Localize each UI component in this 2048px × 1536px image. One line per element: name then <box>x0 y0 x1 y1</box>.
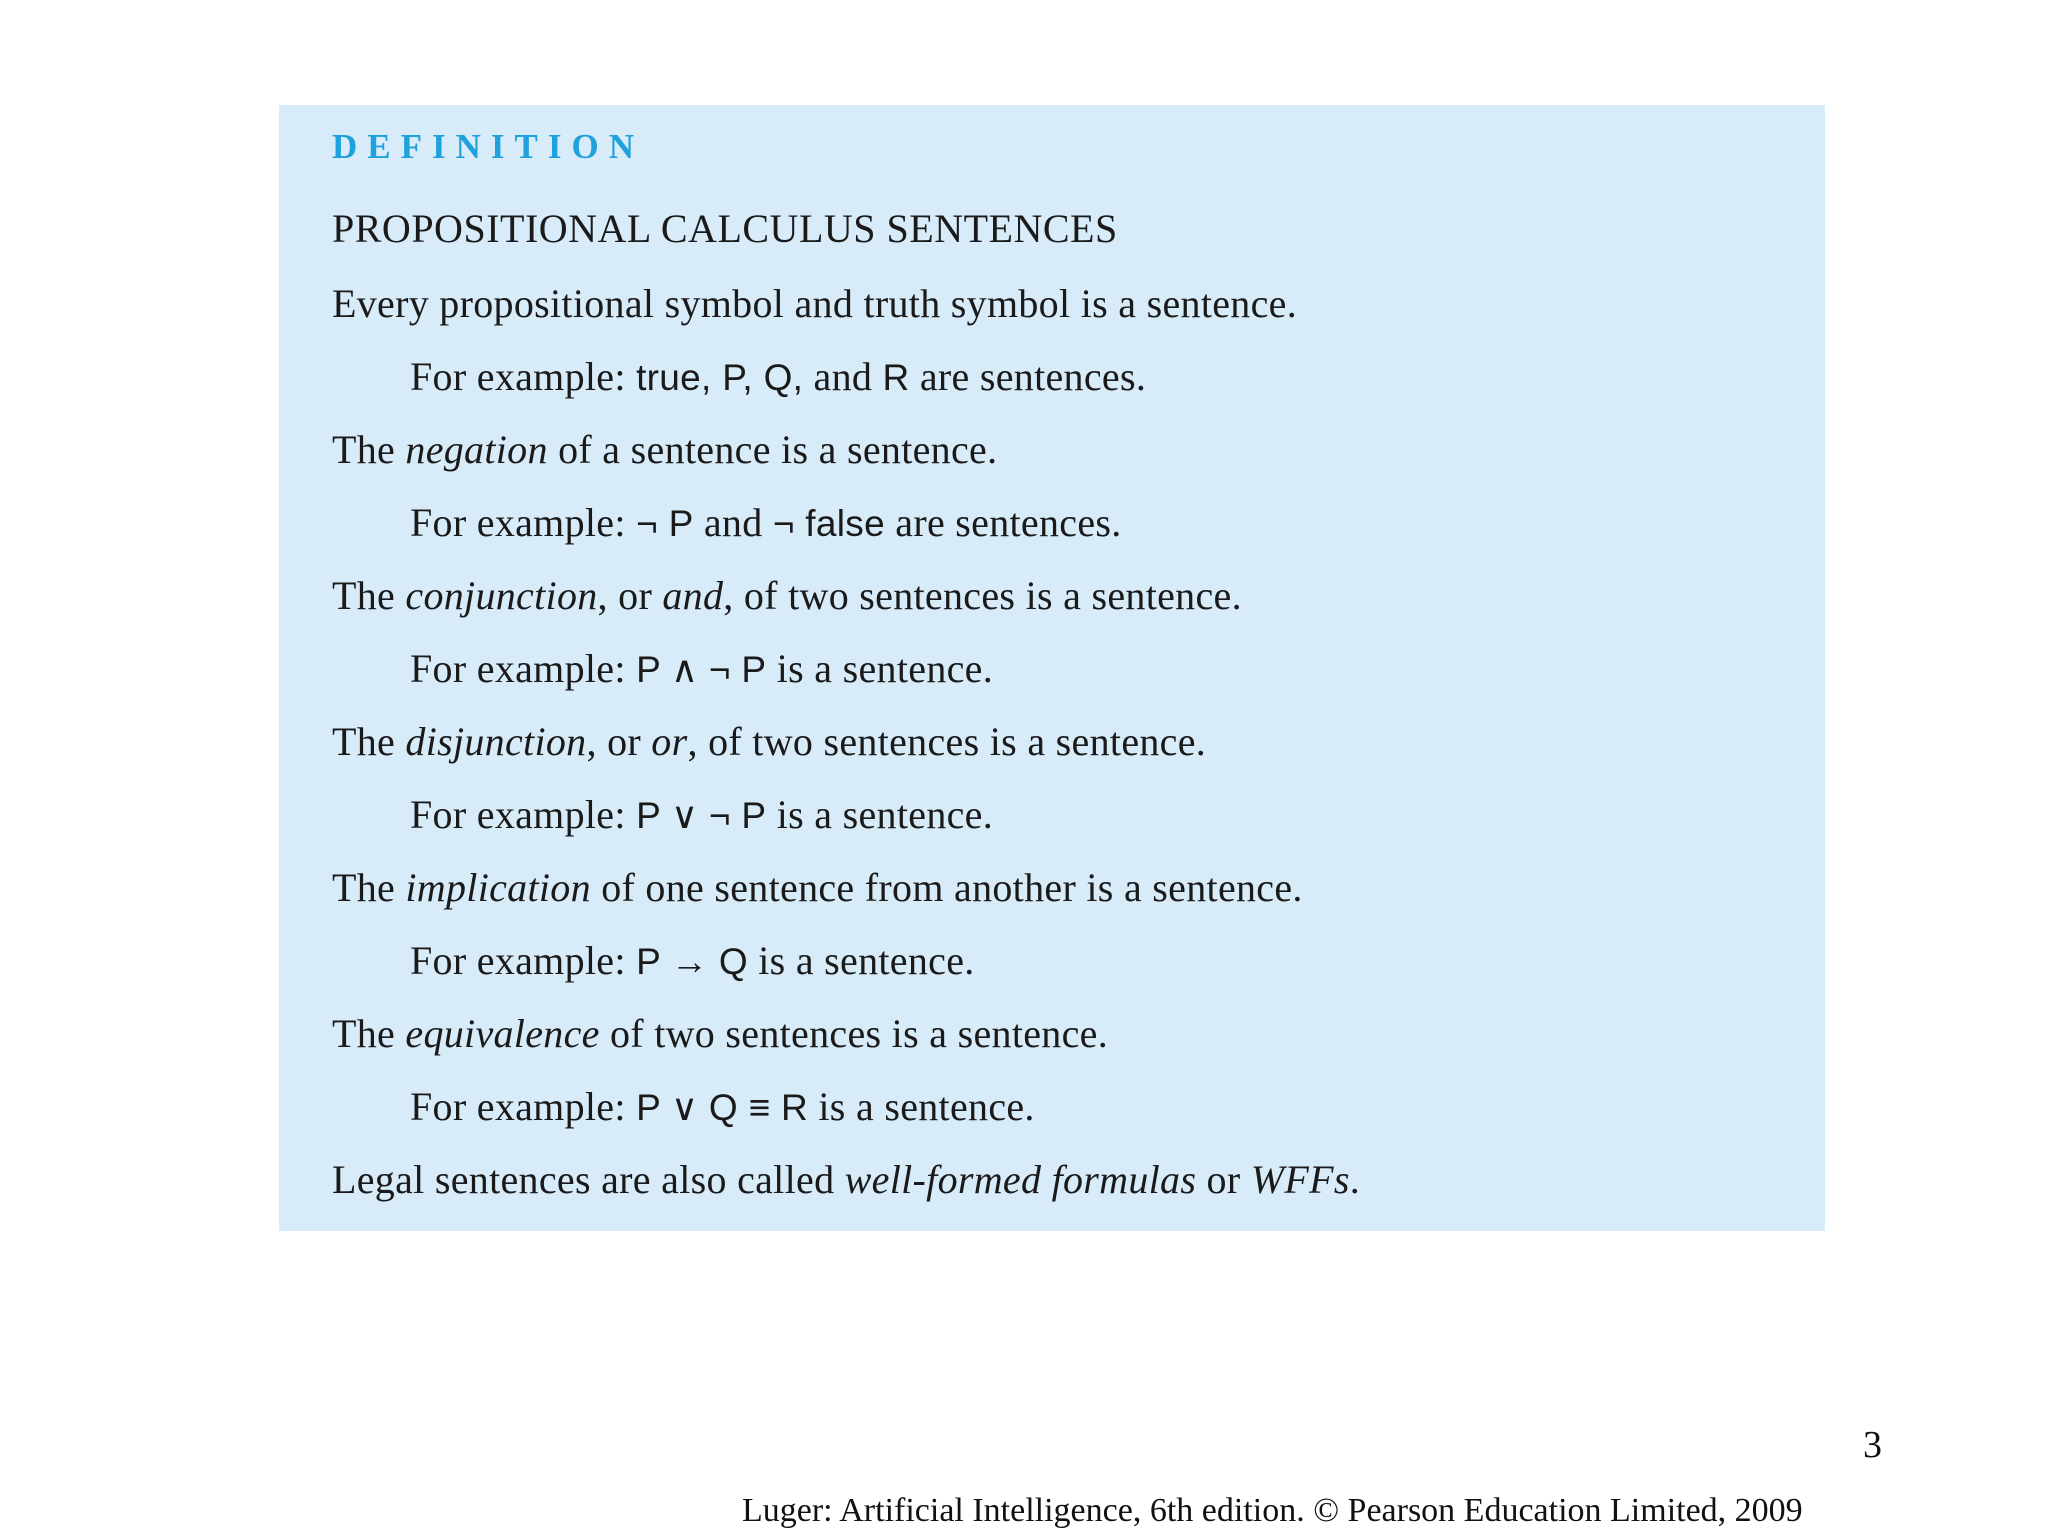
example-formula: P → Q <box>636 941 748 982</box>
example-lead: For example: <box>410 792 637 837</box>
example-line-6 <box>410 1083 1035 1130</box>
rule-text: The <box>332 719 406 764</box>
rule-text: , or <box>586 719 652 764</box>
example-connector: and <box>803 354 883 399</box>
rule-line-5 <box>332 864 1303 911</box>
rule-term-alt: and <box>662 573 724 618</box>
example-lead: For example: <box>410 938 637 983</box>
rule-text: of a sentence is a sentence. <box>547 427 998 472</box>
definition-heading: DEFINITION <box>332 127 644 166</box>
closing-line <box>332 1156 1360 1203</box>
page-number: 3 <box>1863 1424 1882 1466</box>
example-tail: is a sentence. <box>808 1084 1035 1129</box>
example-line-4 <box>410 791 993 838</box>
rule-text: The <box>332 1011 406 1056</box>
example-lead: For example: <box>410 1084 637 1129</box>
rule-line-1 <box>332 280 1297 327</box>
rule-line-2 <box>332 426 997 473</box>
rule-text: Every propositional symbol and truth symbol is a sentence. <box>332 281 1298 326</box>
rule-text: The <box>332 573 406 618</box>
closing-term-abbrev: WFFs <box>1250 1157 1350 1202</box>
example-line-2 <box>410 499 1122 546</box>
definition-title: PROPOSITIONAL CALCULUS SENTENCES <box>332 206 1118 251</box>
rule-term: negation <box>405 427 548 472</box>
rule-text: , or <box>597 573 663 618</box>
rule-line-4 <box>332 718 1206 765</box>
example-lead: For example: <box>410 646 637 691</box>
rule-text: The <box>332 427 406 472</box>
example-tail: are sentences. <box>909 354 1147 399</box>
example-formula: true, P, Q, <box>636 357 804 398</box>
rule-text: , of two sentences is a sentence. <box>687 719 1207 764</box>
definition-box <box>279 105 1825 1231</box>
example-tail: is a sentence. <box>747 938 975 983</box>
rule-text: of two sentences is a sentence. <box>599 1011 1108 1056</box>
rule-line-6 <box>332 1010 1108 1057</box>
example-formula: ¬ P <box>636 503 694 544</box>
example-line-1 <box>410 353 1146 400</box>
example-tail: are sentences. <box>884 500 1122 545</box>
rule-term: equivalence <box>405 1011 600 1056</box>
example-line-5 <box>410 937 975 984</box>
example-tail: is a sentence. <box>766 792 994 837</box>
rule-text: , of two sentences is a sentence. <box>723 573 1242 618</box>
closing-term: well-formed formulas <box>844 1157 1197 1202</box>
rule-term: disjunction <box>405 719 587 764</box>
closing-text: or <box>1196 1157 1251 1202</box>
example-formula-2: ¬ false <box>772 503 885 544</box>
rule-term: conjunction <box>405 573 598 618</box>
closing-text: . <box>1349 1157 1361 1202</box>
citation-footer: Luger: Artificial Intelligence, 6th edition. © Pearson Education Limited, 2009 <box>742 1492 1803 1529</box>
example-tail: is a sentence. <box>766 646 994 691</box>
rule-term: implication <box>405 865 591 910</box>
rule-text: The <box>332 865 406 910</box>
closing-text: Legal sentences are also called <box>332 1157 845 1202</box>
rule-term-alt: or <box>651 719 688 764</box>
example-lead: For example: <box>410 354 637 399</box>
example-formula: P ∨ ¬ P <box>636 795 767 836</box>
example-formula: P ∨ Q ≡ R <box>636 1087 809 1128</box>
example-lead: For example: <box>410 500 637 545</box>
rule-line-3 <box>332 572 1242 619</box>
example-connector: and <box>693 500 773 545</box>
example-line-3 <box>410 645 993 692</box>
rule-text: of one sentence from another is a sentence. <box>590 865 1303 910</box>
example-formula: P ∧ ¬ P <box>636 649 767 690</box>
example-formula-2: R <box>882 357 910 398</box>
